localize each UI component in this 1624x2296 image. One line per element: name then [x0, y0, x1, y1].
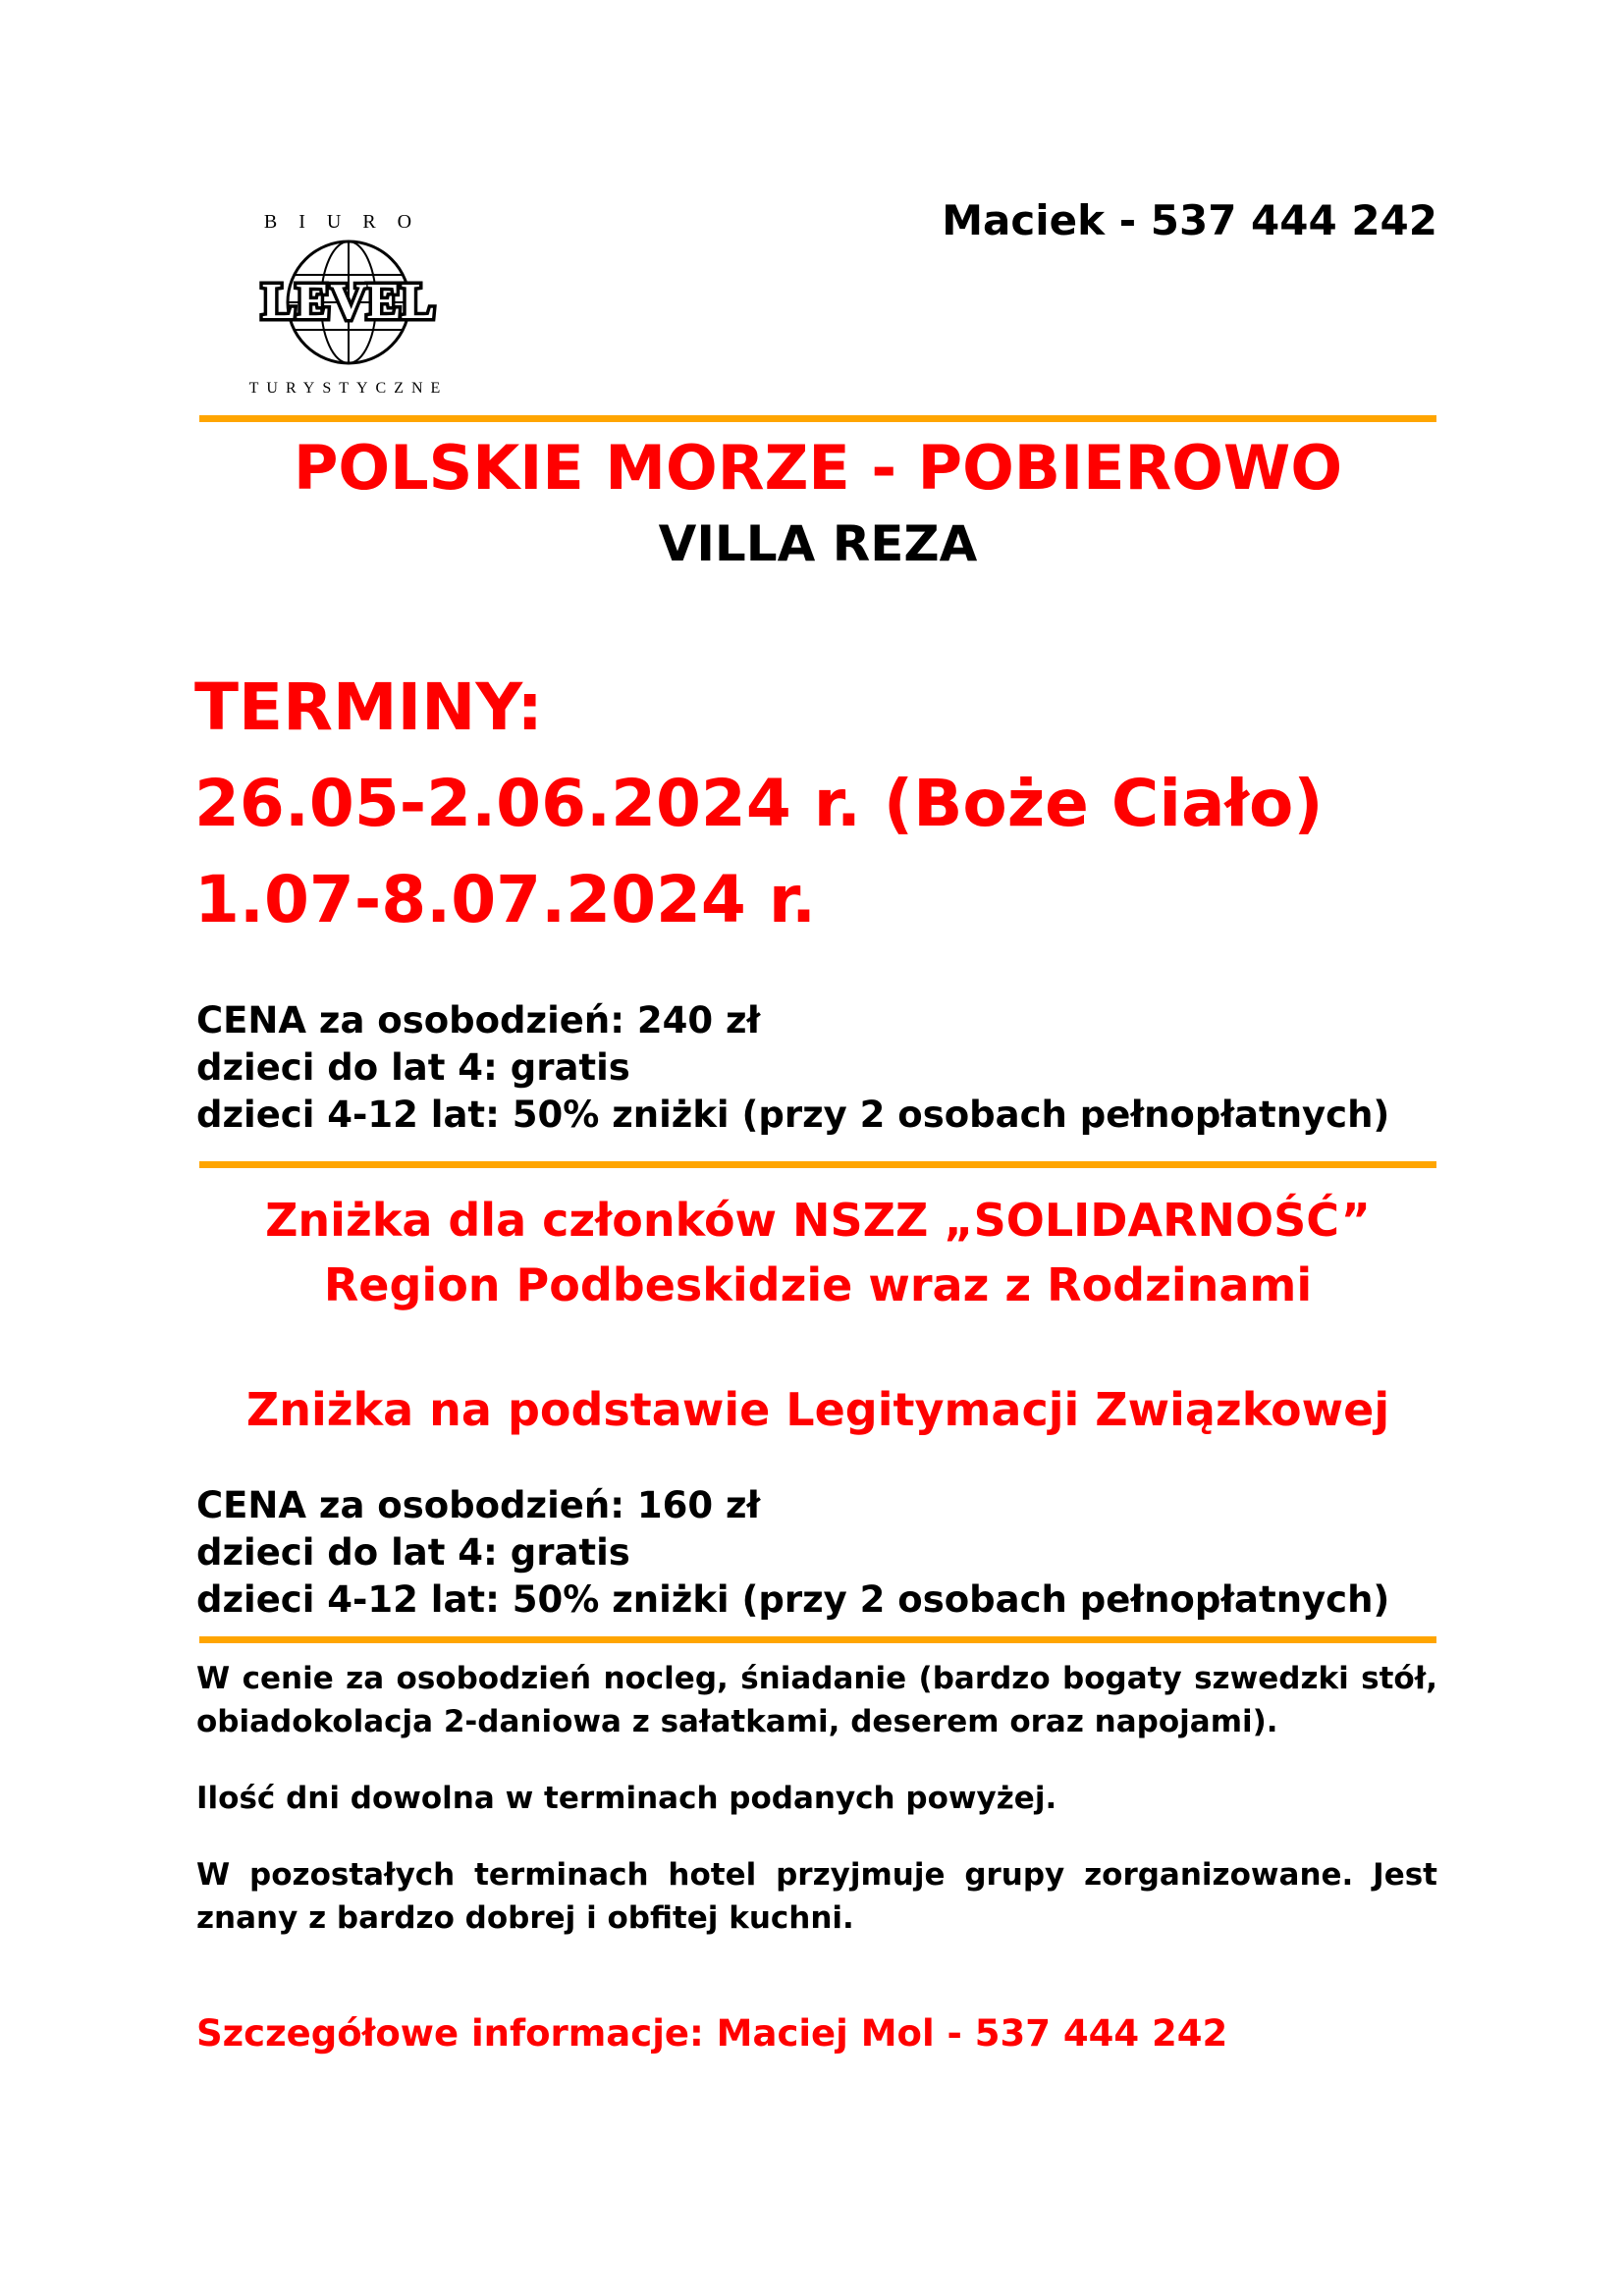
terms-date-2: 1.07-8.07.2024 r. [194, 862, 817, 937]
divider-top [199, 415, 1436, 422]
kids-under-4-line: dzieci do lat 4: gratis [196, 1531, 630, 1574]
discount-line-2: Region Podbeskidzie wraz z Rodzinami [323, 1258, 1313, 1311]
price-discount [196, 1482, 1389, 1624]
page-subtitle: VILLA REZA [658, 515, 978, 572]
footer-contact: Szczegółowe informacje: Maciej Mol - 537 444 242 [196, 2012, 1228, 2055]
logo-wordmark: LEVEL [261, 274, 436, 330]
discount-basis: Zniżka na podstawie Legitymacji Związkowej [245, 1383, 1390, 1436]
page-title: POLSKIE MORZE - POBIEROWO [293, 432, 1343, 504]
terms-date-1: 26.05-2.06.2024 r. (Boże Ciało) [194, 766, 1324, 841]
price-line: CENA za osobodzień: 160 zł [196, 1484, 761, 1526]
info-days: Ilość dni dowolna w terminach podanych powyżej. [196, 1781, 1057, 1816]
globe-logo-icon [221, 196, 476, 402]
divider-middle [199, 1161, 1436, 1168]
kids-4-12-line: dzieci 4-12 lat: 50% zniżki (przy 2 osobach pełnopłatnych) [196, 1578, 1390, 1621]
kids-under-4-line: dzieci do lat 4: gratis [196, 1046, 630, 1089]
discount-line-1: Zniżka dla członków NSZZ „SOLIDARNOŚĆ” [265, 1194, 1371, 1247]
divider-bottom [199, 1636, 1436, 1643]
contact-phone: Maciek - 537 444 242 [942, 196, 1437, 244]
kids-4-12-line: dzieci 4-12 lat: 50% zniżki (przy 2 osobach pełnopłatnych) [196, 1094, 1390, 1136]
terms-section [194, 660, 1324, 948]
price-regular [196, 997, 1389, 1139]
info-included: W cenie za osobodzień nocleg, śniadanie (bardzo bogaty szwedzki stół, obiadokolacja 2-daniowa z sałatkami, deserem oraz napojami). [196, 1661, 1437, 1739]
logo [221, 196, 476, 402]
terms-heading: TERMINY: [194, 669, 543, 745]
info-groups: W pozostałych terminach hotel przyjmuje grupy zorganizowane. Jest znany z bardzo dobrej i obfitej kuchni. [196, 1857, 1437, 1936]
price-line: CENA za osobodzień: 240 zł [196, 999, 761, 1041]
logo-arc-top: BIURO [263, 211, 434, 233]
discount-heading [199, 1188, 1436, 1317]
logo-arc-bottom: TURYSTYCZNE [248, 380, 449, 397]
